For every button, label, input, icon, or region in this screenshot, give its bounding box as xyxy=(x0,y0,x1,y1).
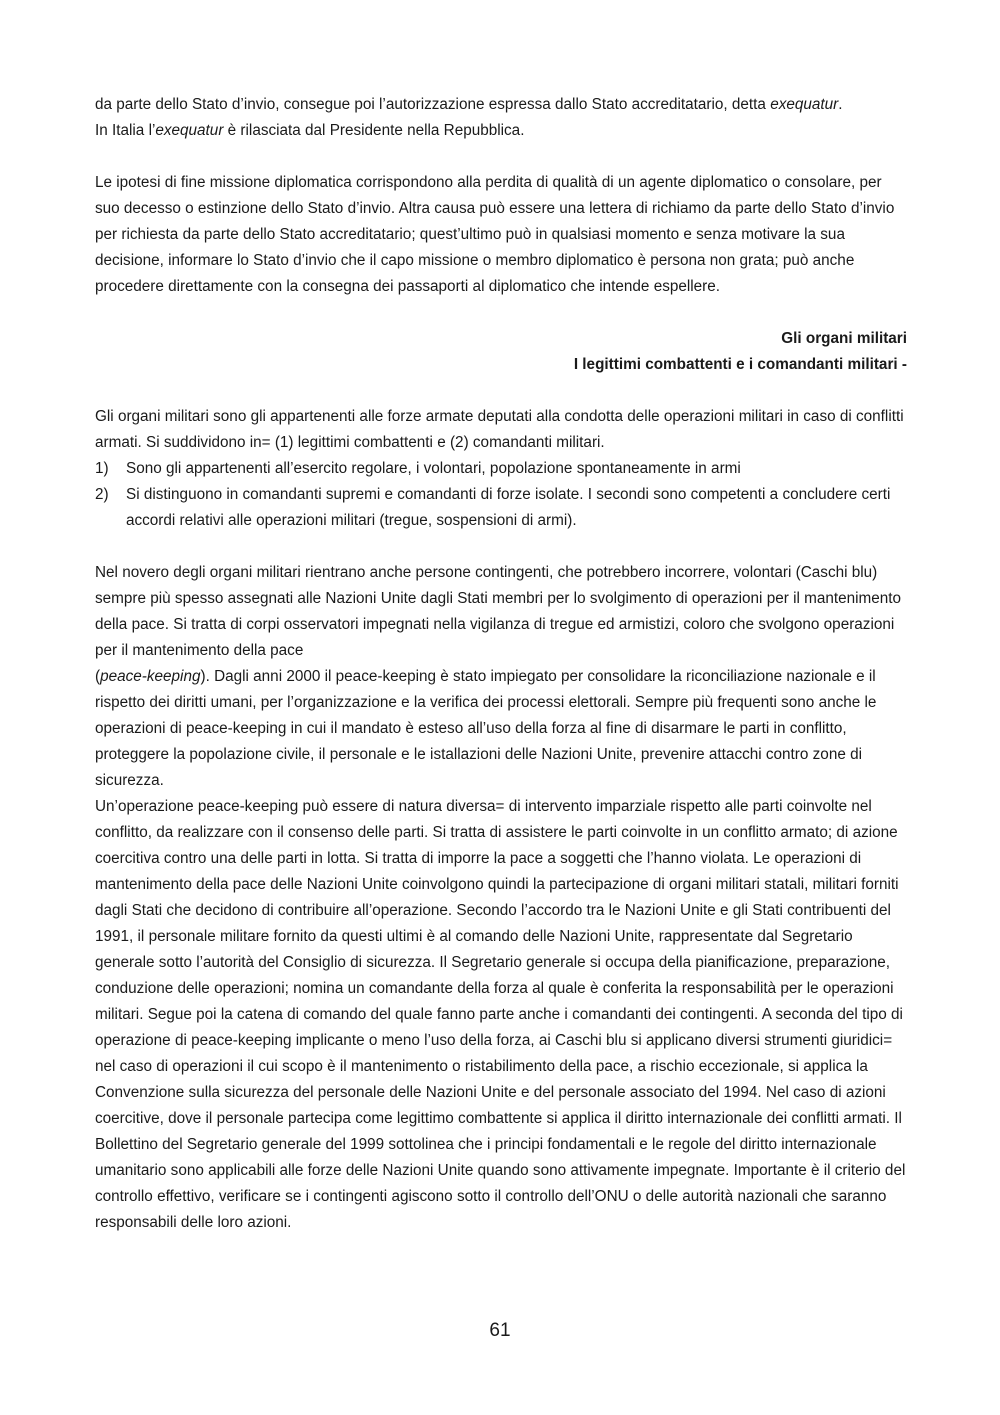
numbered-list xyxy=(95,456,907,534)
italic-term: exequatur xyxy=(155,122,224,139)
paragraph-exequatur xyxy=(95,92,907,144)
list-item-text: Sono gli appartenenti all’esercito regolare, i volontari, popolazione spontaneamente in armi xyxy=(126,460,741,477)
text-run: ). Dagli anni 2000 il peace-keeping è stato impiegato per consolidare la riconciliazione nazionale e il rispetto dei diritti umani, per l’organizzazione e la verifica dei processi elettorali. Sempre più frequenti sono anche le operazioni di peace-keeping in cui il mandato è esteso all’uso della forza al fine di disarmare le parti in conflitto, proteggere la popolazione civile, il personale e le istallazioni delle Nazioni Unite, prevenire attacchi contro zone di sicurezza. xyxy=(95,668,877,789)
section-headings xyxy=(95,326,907,378)
text-run: da parte dello Stato d’invio, consegue poi l’autorizzazione espressa dallo Stato accreditatario, detta xyxy=(95,96,771,113)
text-run: . xyxy=(838,96,843,113)
text-run: In Italia l’ xyxy=(95,122,156,139)
page-number: 61 xyxy=(489,1320,511,1341)
text-run: ( xyxy=(95,668,101,685)
list-item-text: Si distinguono in comandanti supremi e comandanti di forze isolate. I secondi sono competenti a concludere certi accordi relativi alle operazioni militari (tregue, sospensioni di armi). xyxy=(126,486,891,529)
list-number: 2) xyxy=(95,486,109,503)
paragraph-fine-missione: Le ipotesi di fine missione diplomatica corrispondono alla perdita di qualità di un agente diplomatico o consolare, per suo decesso o estinzione dello Stato d’invio. Altra causa può essere una lettera di richiamo da parte dello Stato d’invio per richiesta da parte dello Stato accreditatario; quest’ultimo può in qualsiasi momento e senza motivare la sua decisione, informare lo Stato d’invio che il capo missione o membro diplomatico è persona non grata; può anche procedere direttamente con la consegna dei passaporti al diplomatico che intende espellere. xyxy=(95,174,895,295)
paragraph-organi-militari: Gli organi militari sono gli appartenenti alle forze armate deputati alla condotta delle operazioni militari in caso di conflitti armati. Si suddividono in= (1) legittimi combattenti e (2) comandanti militari. xyxy=(95,408,904,451)
italic-term: peace-keeping xyxy=(100,668,201,685)
text-run: è rilasciata dal Presidente nella Repubblica. xyxy=(223,122,525,139)
italic-term: exequatur xyxy=(770,96,839,113)
subsection-heading: I legittimi combattenti e i comandanti militari - xyxy=(573,356,907,373)
list-item xyxy=(95,482,907,534)
paragraph-operazione-peace-keeping: Un’operazione peace-keeping può essere di natura diversa= di intervento imparziale rispetto alle parti coinvolte nel conflitto, da realizzare con il consenso delle parti. Si tratta di assistere le parti coinvolte in un conflitto armato; di azione coercitiva contro una delle parti in lotta. Si tratta di imporre la pace a soggetti che l’hanno violata. Le operazioni di mantenimento della pace delle Nazioni Unite coinvolgono quindi la partecipazione di organi militari statali, militari forniti dagli Stati che decidono di contribuire all’operazione. Secondo l’accordo tra le Nazioni Unite e gli Stati contribuenti del 1991, il personale militare fornito da questi ultimi è al comando delle Nazioni Unite, rappresentate dal Segretario generale sotto l’autorità del Consiglio di sicurezza. Il Segretario generale si occupa della pianificazione, preparazione, conduzione delle operazioni; nomina un comandante della forza al quale è conferita la responsabilità per le operazioni militari. Segue poi la catena di comando del quale fanno parte anche i comandanti dei contingenti. A seconda del tipo di operazione di peace-keeping implicante o meno l’uso della forza, ai Caschi blu si applicano diversi strumenti giuridici= nel caso di operazioni il cui scopo è il mantenimento o ristabilimento della pace, a rischio eccezionale, si applica la Convenzione sulla sicurezza del personale delle Nazioni Unite e del personale associato del 1994. Nel caso di azioni coercitive, dove il personale partecipa come legittimo combattente si applica il diritto internazionale dei conflitti armati. Il Bollettino del Segretario generale del 1999 sottolinea che i principi fondamentali e le regole del diritto internazionale umanitario sono applicabili alle forze delle Nazioni Unite quando sono attivamente impegnate. Importante è il criterio del controllo effettivo, verificare se i contingenti agiscono sotto il controllo dell’ONU o delle autorità nazionali che saranno responsabili delle loro azioni. xyxy=(95,798,906,1231)
section-heading: Gli organi militari xyxy=(781,330,907,347)
page-content xyxy=(95,92,907,1236)
paragraph-peace-keeping xyxy=(95,560,907,794)
list-number: 1) xyxy=(95,460,109,477)
text-run: Nel novero degli organi militari rientrano anche persone contingenti, che potrebbero incorrere, volontari (Caschi blu) sempre più spesso assegnati alle Nazioni Unite dagli Stati membri per lo svolgimento di operazioni per il mantenimento della pace. Si tratta di corpi osservatori impegnati nella vigilanza di tregue ed armistizi, coloro che svolgono operazioni per il mantenimento della pace xyxy=(95,564,902,659)
list-item xyxy=(95,456,907,482)
